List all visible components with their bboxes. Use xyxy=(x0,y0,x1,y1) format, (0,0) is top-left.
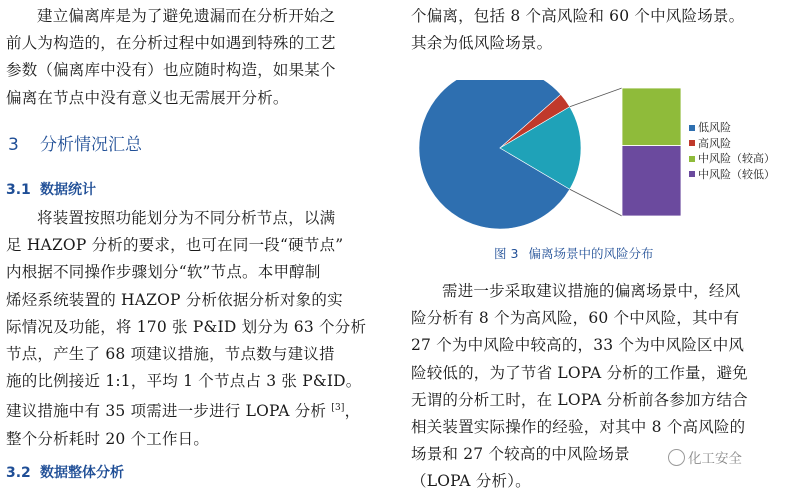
legend-label-low: 低风险 xyxy=(698,121,731,134)
section-3-heading xyxy=(8,130,142,155)
intro-paragraph xyxy=(6,3,383,112)
top-line-2: 其余为低风险场景。 xyxy=(411,34,553,53)
legend-label-medium-lower: 中风险（较低） xyxy=(698,167,775,181)
stats-line-8-text: 建议措施中有 35 项需进一步进行 LOPA 分析 xyxy=(6,402,332,421)
watermark-text: 化工安全 xyxy=(688,451,742,467)
citation-tail: ， xyxy=(344,402,361,421)
bottom-line-3: 27 个为中风险中较高的，33 个为中风险区中风 xyxy=(411,336,745,355)
breakout-segment-medium-lower xyxy=(622,146,681,216)
section-3-title: 分析情况汇总 xyxy=(40,135,142,155)
legend-swatch-low xyxy=(689,125,695,131)
stats-paragraph xyxy=(6,205,383,453)
bottom-line-2: 险分析有 8 个为高风险，60 个中风险，其中有 xyxy=(411,309,740,328)
stats-line-5: 际情况及功能，将 170 张 P&ID 划分为 63 个分析 xyxy=(6,317,367,336)
stats-line-4: 烯烃系统装置的 HAZOP 分析依据分析对象的实 xyxy=(6,290,343,309)
section-3-2-heading xyxy=(6,462,124,482)
legend-label-medium-higher: 中风险（较高） xyxy=(698,152,775,165)
bottom-line-1: 需进一步采取建议措施的偏离场景中，经风 xyxy=(442,282,741,300)
section-3-1-title: 数据统计 xyxy=(40,182,96,198)
top-paragraph xyxy=(411,3,791,57)
bottom-line-8: （LOPA 分析）。 xyxy=(411,472,531,491)
stats-line-2: 足 HAZOP 分析的要求，也可在同一段“硬节点” xyxy=(6,236,344,255)
bottom-line-5: 无谓的分析工时，在 LOPA 分析前各参加方结合 xyxy=(411,390,748,409)
intro-line-4: 偏离在节点中没有意义也无需展开分析。 xyxy=(6,88,289,107)
stats-line-1: 将装置按照功能划分为不同分析节点，以满 xyxy=(37,209,336,227)
section-3-1-heading xyxy=(6,179,96,199)
figure-caption-text: 偏离场景中的风险分布 xyxy=(528,246,654,261)
stats-line-6: 节点，产生了 68 项建议措施，节点数与建议措 xyxy=(6,345,335,364)
section-3-number: 3 xyxy=(8,135,19,155)
citation-3[interactable]: [3] xyxy=(331,403,345,414)
bottom-line-7: 场景和 27 个较高的中风险场景 xyxy=(411,445,630,464)
connector-line-top xyxy=(570,88,622,107)
legend-label-high: 高风险 xyxy=(698,136,731,150)
stats-line-9: 整个分析耗时 20 个工作日。 xyxy=(6,429,210,448)
legend-swatch-high xyxy=(689,140,695,146)
intro-line-3: 参数（偏离库中没有）也应随时构造，如果某个 xyxy=(6,61,336,80)
wechat-icon xyxy=(668,449,685,466)
stats-line-8 xyxy=(6,395,383,425)
bottom-line-4: 险较低的，为了节省 LOPA 分析的工作量，避免 xyxy=(411,363,748,382)
breakout-segment-medium-higher xyxy=(622,88,681,146)
legend-item-low xyxy=(689,120,775,136)
section-3-2-number: 3.2 xyxy=(6,465,31,481)
connector-line-bottom xyxy=(570,189,622,216)
watermark xyxy=(668,447,742,467)
figure-caption-number: 图 3 xyxy=(494,246,519,261)
section-3-2-title: 数据整体分析 xyxy=(40,465,124,481)
legend-item-medium-higher xyxy=(689,151,775,167)
legend-item-high xyxy=(689,136,775,152)
stats-line-3: 内根据不同操作步骤划分“软”节点。本甲醇制 xyxy=(6,263,321,282)
intro-line-2: 前人为构造的，在分析过程中如遇到特殊的工艺 xyxy=(6,34,336,53)
legend-swatch-medium-lower xyxy=(689,171,695,177)
section-3-1-number: 3.1 xyxy=(6,182,31,198)
chart-legend xyxy=(689,120,775,182)
legend-item-medium-lower xyxy=(689,167,775,183)
legend-swatch-medium-higher xyxy=(689,156,695,162)
bottom-line-6: 相关装置实际操作的经验，对其中 8 个高风险的 xyxy=(411,418,746,437)
intro-line-1: 建立偏离库是为了避免遗漏而在分析开始之 xyxy=(37,7,336,25)
figure-caption xyxy=(494,244,653,262)
stats-line-7: 施的比例接近 1:1，平均 1 个节点占 3 张 P&ID。 xyxy=(6,372,362,391)
top-line-1: 个偏离，包括 8 个高风险和 60 个中风险场景。 xyxy=(411,7,745,25)
